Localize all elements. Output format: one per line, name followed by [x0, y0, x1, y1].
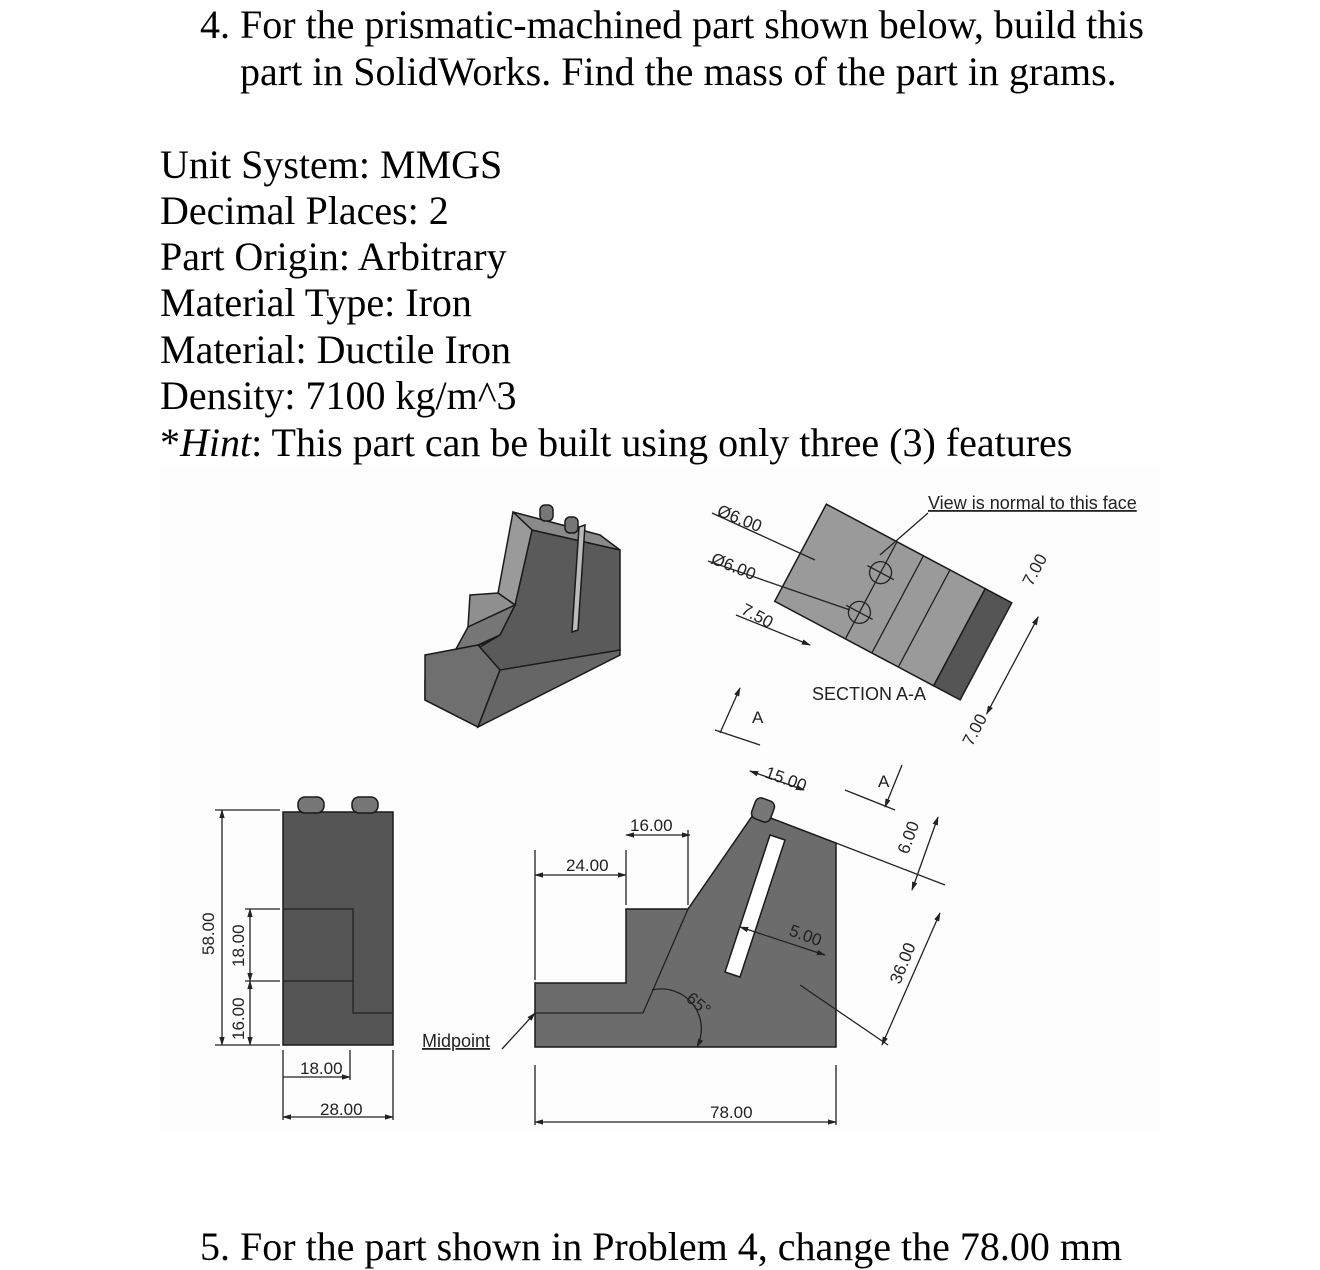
section-marker-letter: A [878, 772, 890, 791]
dim-upper-block: 18.00 [229, 924, 248, 967]
problem-4-line-2: part in SolidWorks. Find the mass of the part in grams. [240, 49, 1117, 94]
section-label: SECTION A-A [812, 684, 927, 704]
dim-hole-offset: 7.50 [738, 599, 777, 633]
dim-overall-height: 58.00 [199, 912, 218, 955]
front-view [283, 797, 393, 1045]
section-marker-letter: A [752, 708, 764, 727]
dim-section-width-1: 7.00 [1018, 550, 1052, 589]
material: Material: Ductile Iron [160, 327, 511, 372]
dim-slant-length: 36.00 [886, 939, 920, 987]
pin-icon [540, 505, 553, 521]
density: Density: 7100 kg/m^3 [160, 373, 517, 418]
engineering-drawing [160, 465, 1160, 1133]
dim-angle: 65° [682, 988, 715, 1020]
pin-icon [565, 517, 578, 533]
hint-text: : This part can be built using only three (3) features [251, 420, 1073, 465]
material-type: Material Type: Iron [160, 280, 472, 325]
dim-hole-dia-1: Ø6.00 [714, 501, 765, 537]
dim-step-height: 24.00 [566, 856, 609, 875]
problem-4-line-1: 4. For the prismatic-machined part shown below, build this [200, 2, 1144, 47]
dim-slot-width: 5.00 [786, 920, 825, 951]
dim-front-width: 28.00 [320, 1100, 363, 1119]
hint-label: Hint [180, 420, 252, 465]
dim-slot-offset: 15.00 [762, 762, 810, 796]
unit-system: Unit System: MMGS [160, 142, 503, 187]
midpoint-label: Midpoint [422, 1031, 491, 1051]
dim-hole-dia-2: Ø6.00 [708, 549, 759, 585]
pin-icon [352, 797, 378, 813]
hint [160, 420, 1072, 466]
dim-step-width: 16.00 [630, 816, 673, 835]
part-origin: Part Origin: Arbitrary [160, 234, 507, 279]
view-note: View is normal to this face [928, 493, 1137, 513]
decimal-places: Decimal Places: 2 [160, 188, 449, 233]
pin-icon [298, 797, 324, 813]
dim-front-width-inner: 18.00 [300, 1059, 343, 1078]
problem-5-line-1: 5. For the part shown in Problem 4, change the 78.00 mm [200, 1224, 1123, 1269]
dim-top-thickness: 6.00 [893, 818, 924, 857]
dim-section-width-2: 7.00 [958, 710, 992, 749]
dim-lower-block: 16.00 [229, 997, 248, 1040]
dim-overall-length: 78.00 [710, 1103, 753, 1122]
hint-prefix: * [160, 420, 180, 465]
